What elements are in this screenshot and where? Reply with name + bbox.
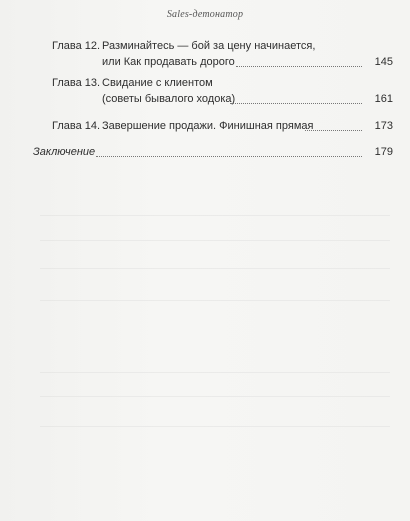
toc-page-number: 145 (374, 56, 393, 68)
running-header: Sales-детонатор (166, 9, 244, 20)
toc-chapter-title-continued: или Как продавать дорого (102, 56, 235, 68)
toc-leader-dots (230, 103, 362, 104)
toc-leader-dots (305, 130, 362, 131)
toc-chapter-title: Разминайтесь — бой за цену начинается, (102, 40, 316, 52)
toc-page-number: 173 (374, 120, 393, 132)
toc-leader-dots (96, 156, 362, 157)
bleed-through-line (40, 300, 390, 301)
toc-entry (0, 118, 410, 134)
toc-conclusion-title: Заключение (33, 146, 96, 158)
toc-chapter-number: Глава 14. (52, 120, 101, 132)
bleed-through-line (40, 396, 390, 397)
toc-leader-dots (236, 66, 362, 67)
bleed-through-line (40, 215, 390, 216)
bleed-through-line (40, 268, 390, 269)
toc-chapter-number: Глава 12. (52, 40, 101, 52)
toc-page-number: 179 (374, 146, 393, 158)
toc-chapter-title: Завершение продажи. Финишная прямая (102, 120, 314, 132)
toc-page-number: 161 (374, 93, 393, 105)
toc-chapter-title: Свидание с клиентом (102, 77, 213, 89)
toc-chapter-number: Глава 13. (52, 77, 101, 89)
bleed-through-line (40, 240, 390, 241)
bleed-through-line (40, 372, 390, 373)
bleed-through-line (40, 426, 390, 427)
toc-chapter-title-continued: (советы бывалого ходока) (102, 93, 236, 105)
